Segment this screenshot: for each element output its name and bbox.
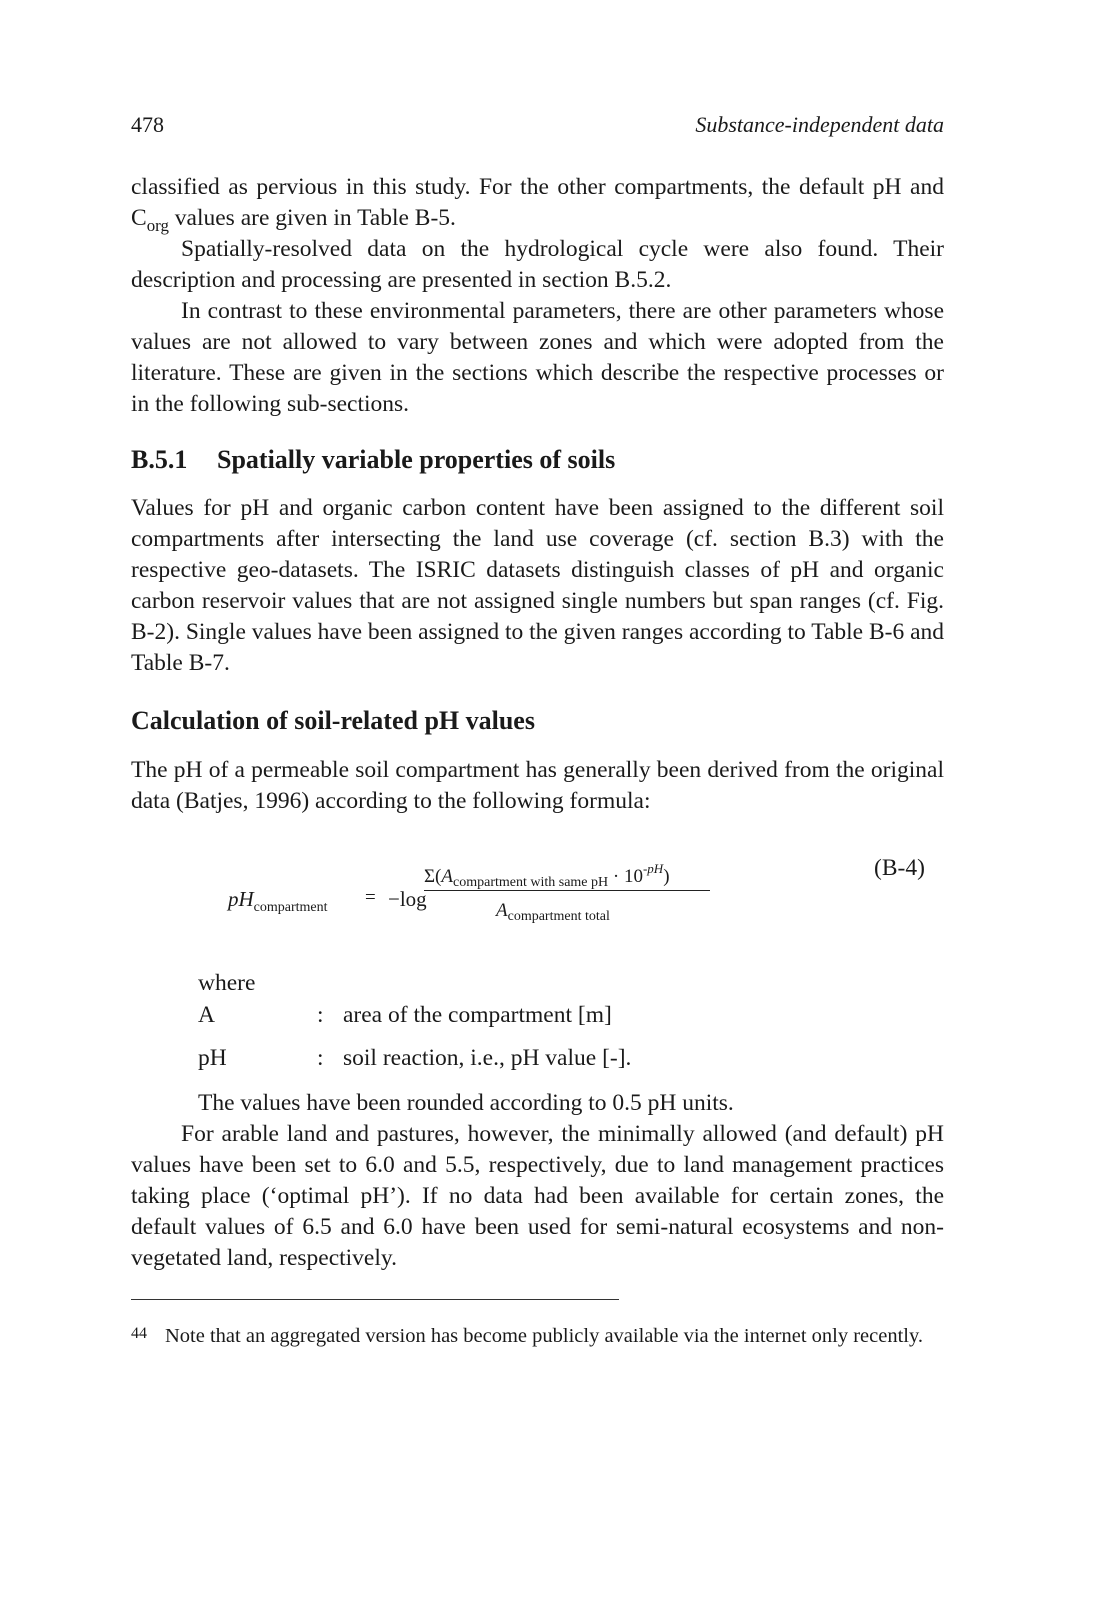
formula-numerator: $\Sigma(A_{compartment with same pH} \cdot 10^{-pH})$ <box>424 861 670 890</box>
formula-minus-log: −log <box>388 887 427 911</box>
intro-paragraph-3: In contrast to these environmental parameters, there are other parameters whose values are not allowed to vary between zones and which were adopted from the literature. These are given in the sections which describe the respective processes or in the following sub-sections. <box>131 298 944 417</box>
definition-desc-area: : area of the compartment [m] <box>317 1002 612 1028</box>
subsection-body <box>131 755 944 817</box>
section-body <box>131 493 944 679</box>
footnote-rule <box>131 1299 619 1300</box>
definition-term-area: A <box>198 1002 215 1028</box>
footnote <box>131 1322 944 1351</box>
closing-text <box>131 1088 944 1274</box>
section-heading <box>131 445 615 475</box>
formula-lhs: $pH_{compartment}$ <box>228 887 328 915</box>
subsection-heading: Calculation of soil-related pH values <box>131 706 535 735</box>
footnote-text: Note that an aggregated version has become publicly available via the internet only recently. <box>165 1325 924 1347</box>
section-title: Spatially variable properties of soils <box>217 445 616 474</box>
closing-paragraph-1: The values have been rounded according to 0.5 pH units. <box>198 1090 734 1116</box>
intro-text <box>131 172 944 420</box>
section-paragraph: Values for pH and organic carbon content have been assigned to the different soil compartments after intersecting the land use coverage (cf. section B.3) with the respective geo-datasets. The ISRIC datasets distinguish classes of pH and organic carbon reservoir values that are not assigned single numbers but span ranges (cf. Fig. B-2). Single values have been assigned to the given ranges according to Table B-6 and Table B-7. <box>131 495 945 676</box>
definition-term-ph: pH <box>198 1045 227 1071</box>
section-number: B.5.1 <box>131 445 188 474</box>
formula-equals: = <box>365 887 376 908</box>
where-label: where <box>198 970 256 996</box>
page-number: 478 <box>131 112 164 137</box>
org-subscript: org <box>146 215 169 235</box>
equation-number: (B-4) <box>874 855 925 881</box>
subsection-paragraph: The pH of a permeable soil compartment has generally been derived from the original data (Batjes, 1996) according to the following formula: <box>131 757 944 814</box>
closing-paragraph-2: For arable land and pastures, however, the minimally allowed (and default) pH values have been set to 6.0 and 5.5, respectively, due to land management practices taking place (‘optimal pH’). If no data had been available for certain zones, the default values of 6.5 and 6.0 have been used for semi-natural ecosystems and non-vegetated land, respectively. <box>131 1121 944 1271</box>
definition-desc-ph: : soil reaction, i.e., pH value [-]. <box>317 1045 632 1071</box>
running-header: Substance-independent data <box>695 112 944 137</box>
formula-denominator: $A_{compartment total}$ <box>496 900 610 924</box>
footnote-number: 44 <box>131 1325 147 1342</box>
intro-paragraph-1: classified as pervious in this study. For the other compartments, the default pH and $C_{org}$ values are given in Table B-5. <box>131 174 944 235</box>
formula <box>228 852 948 942</box>
intro-paragraph-2: Spatially-resolved data on the hydrological cycle were also found. Their description and processing are presented in section B.5.2. <box>131 236 944 293</box>
fraction-bar <box>424 890 710 891</box>
